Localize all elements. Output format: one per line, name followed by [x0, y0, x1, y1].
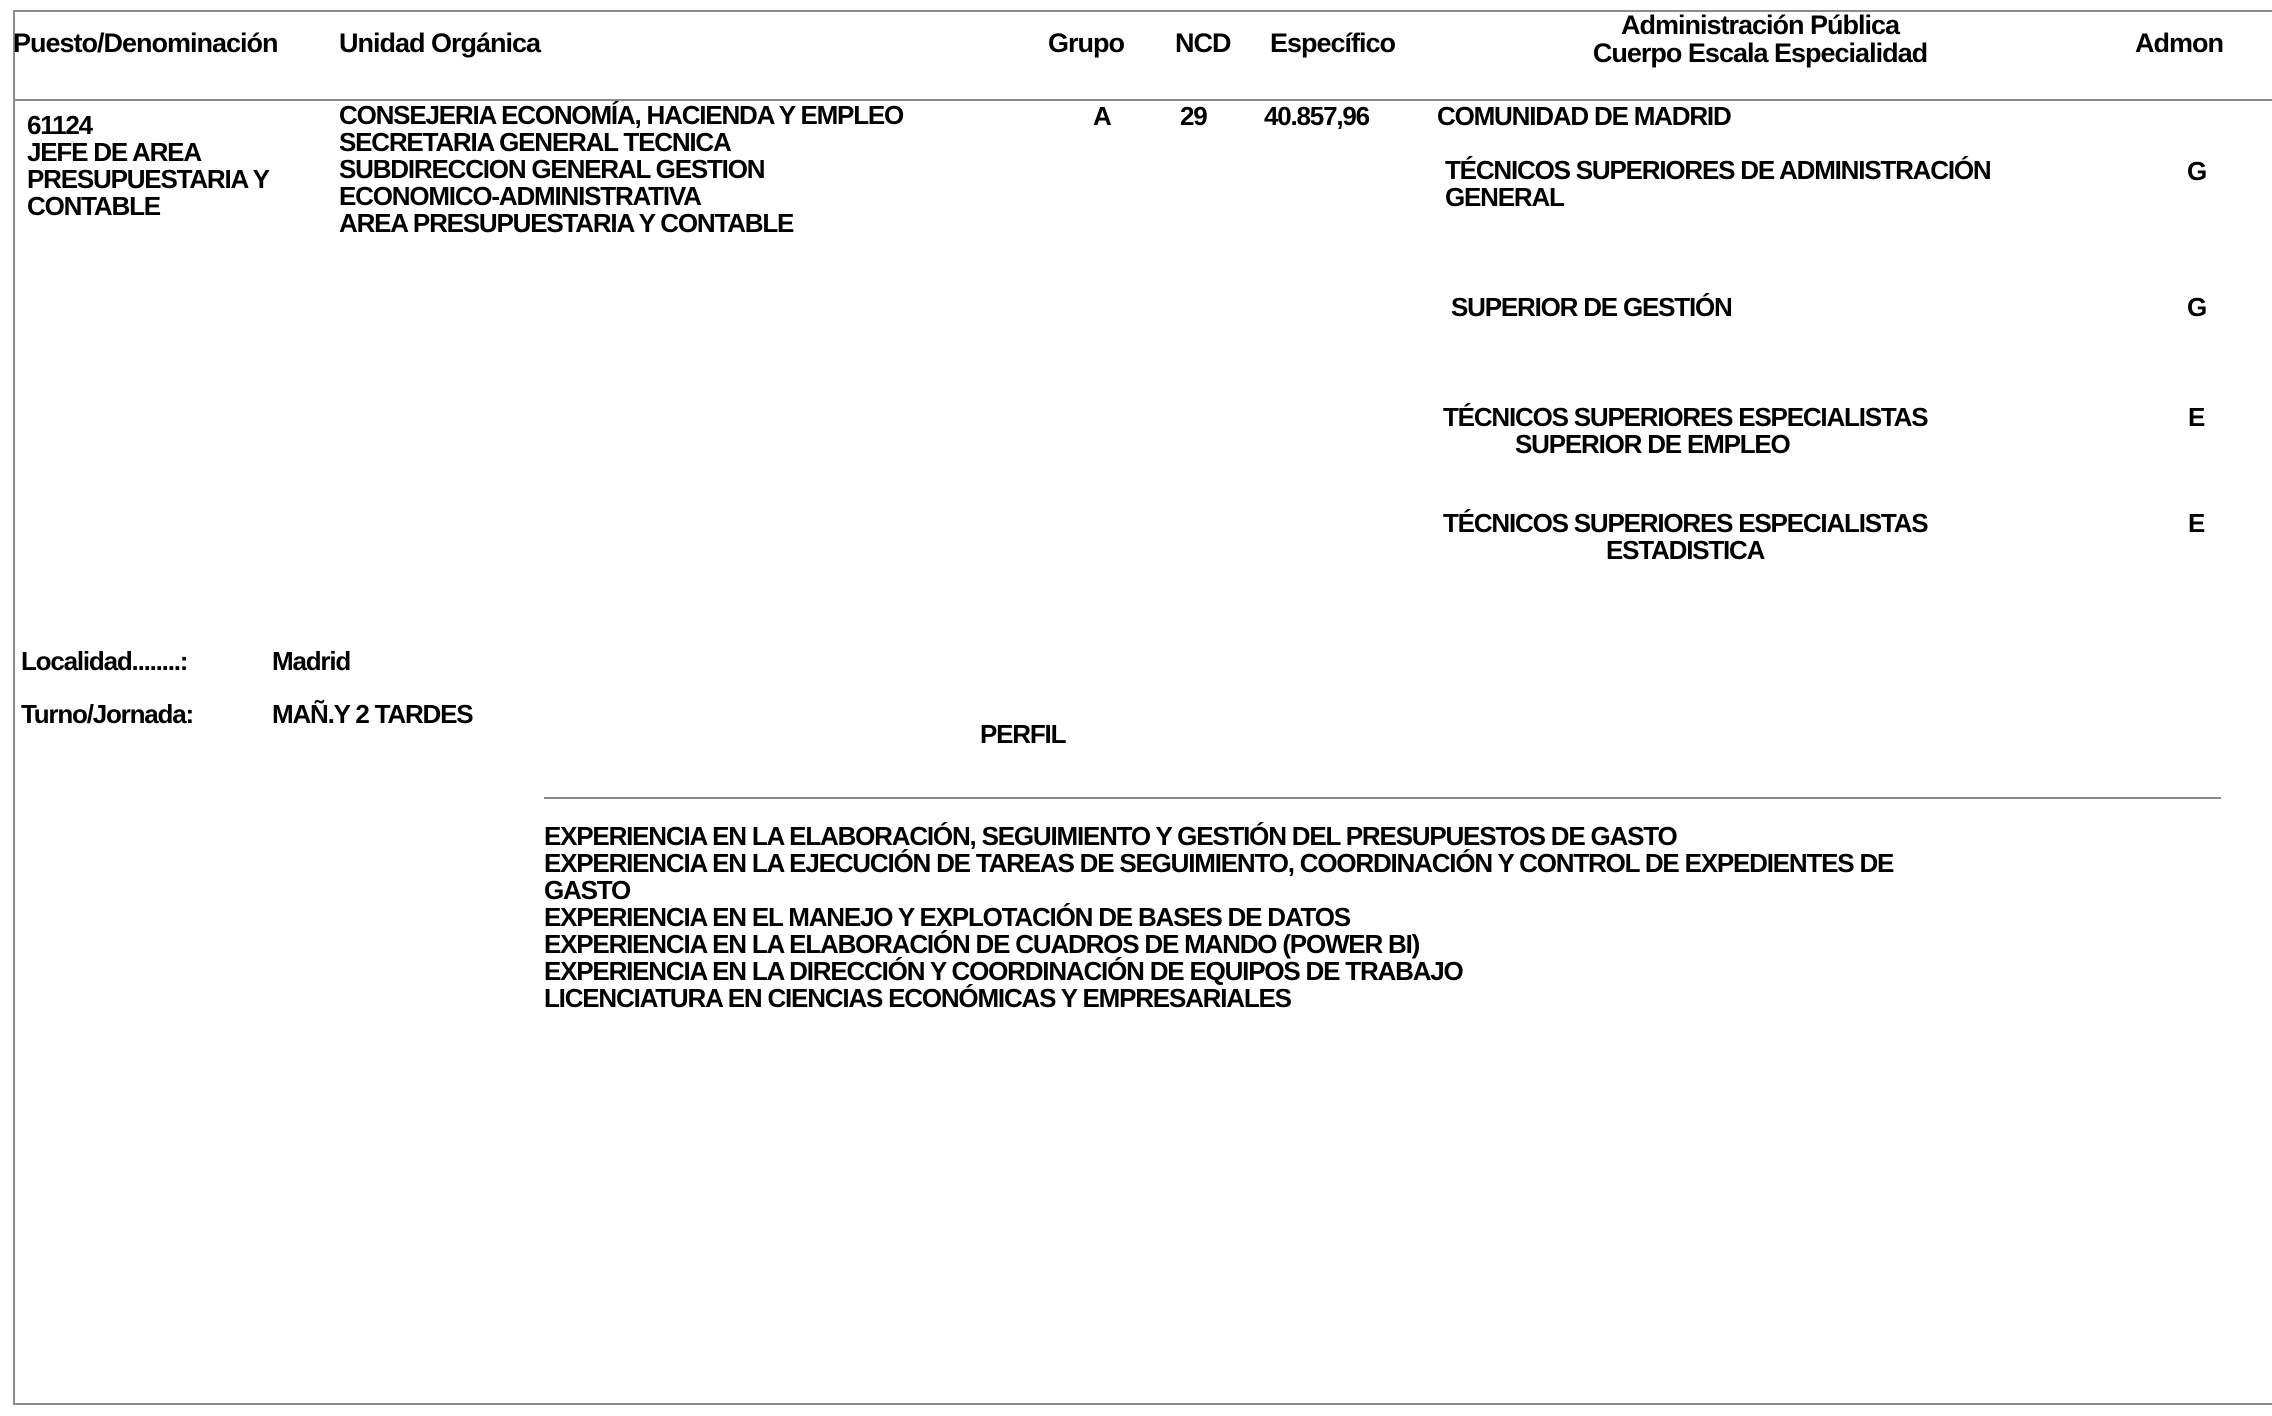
- admon-3: E: [2188, 402, 2205, 432]
- cuerpo-3: TÉCNICOS SUPERIORES ESPECIALISTAS: [1443, 402, 1928, 432]
- header-admin-line1: Administración Pública: [1620, 10, 1900, 40]
- unidad-line: CONSEJERIA ECONOMÍA, HACIENDA Y EMPLEO: [339, 100, 904, 130]
- perfil-line: EXPERIENCIA EN LA ELABORACIÓN DE CUADROS DE MANDO (POWER BI): [544, 929, 1420, 959]
- puesto-denominacion: [27, 139, 269, 220]
- turno-label: Turno/Jornada:: [21, 699, 193, 729]
- header-unidad: Unidad Orgánica: [339, 28, 541, 58]
- admon-4: E: [2188, 508, 2205, 538]
- turno-value: MAÑ.Y 2 TARDES: [272, 699, 473, 729]
- especifico-value: 40.857,96: [1264, 101, 1369, 131]
- admon-2: G: [2187, 292, 2207, 322]
- cuerpo-line: GENERAL: [1445, 182, 1564, 212]
- header-admon: Admon: [2135, 28, 2223, 58]
- localidad-value: Madrid: [272, 646, 351, 676]
- administracion-value: COMUNIDAD DE MADRID: [1437, 101, 1731, 131]
- perfil-line: EXPERIENCIA EN LA EJECUCIÓN DE TAREAS DE SEGUIMIENTO, COORDINACIÓN Y CONTROL DE EXPEDIENTES DE: [544, 848, 1894, 878]
- perfil-line: GASTO: [544, 875, 630, 905]
- cuerpo-2: SUPERIOR DE GESTIÓN: [1451, 292, 1732, 322]
- perfil-title: PERFIL: [980, 719, 1066, 749]
- perfil-line: EXPERIENCIA EN LA ELABORACIÓN, SEGUIMIENTO Y GESTIÓN DEL PRESUPUESTOS DE GASTO: [544, 821, 1677, 851]
- localidad-label: Localidad........:: [21, 646, 188, 676]
- denominacion-line: CONTABLE: [27, 191, 160, 221]
- cuerpo-line: TÉCNICOS SUPERIORES DE ADMINISTRACIÓN: [1445, 155, 1991, 185]
- header-ncd: NCD: [1175, 28, 1231, 58]
- header-especifico: Específico: [1270, 28, 1396, 58]
- ncd-value: 29: [1180, 101, 1207, 131]
- perfil-line: LICENCIATURA EN CIENCIAS ECONÓMICAS Y EMPRESARIALES: [544, 983, 1291, 1013]
- denominacion-line: PRESUPUESTARIA Y: [27, 164, 269, 194]
- header-admin-line2: Cuerpo Escala Especialidad: [1592, 38, 1928, 68]
- perfil-divider: [544, 797, 2221, 799]
- cuerpo-4: TÉCNICOS SUPERIORES ESPECIALISTAS: [1443, 508, 1928, 538]
- unidad-line: AREA PRESUPUESTARIA Y CONTABLE: [339, 208, 794, 238]
- admon-1: G: [2187, 156, 2207, 186]
- header-grupo: Grupo: [1048, 28, 1124, 58]
- unidad-line: SUBDIRECCION GENERAL GESTION: [339, 154, 765, 184]
- denominacion-line: JEFE DE AREA: [27, 137, 201, 167]
- unidad-organica: [339, 102, 903, 237]
- cuerpo-4-esp: ESTADISTICA: [1606, 535, 1765, 565]
- perfil-line: EXPERIENCIA EN EL MANEJO Y EXPLOTACIÓN DE BASES DE DATOS: [544, 902, 1350, 932]
- unidad-line: ECONOMICO-ADMINISTRATIVA: [339, 181, 701, 211]
- cuerpo-1: [1445, 157, 1990, 211]
- puesto-codigo: 61124: [27, 110, 92, 140]
- perfil-requisitos: [544, 823, 1893, 1012]
- header-puesto: Puesto/Denominación: [13, 28, 278, 58]
- cuerpo-3-esp: SUPERIOR DE EMPLEO: [1515, 429, 1790, 459]
- grupo-value: A: [1093, 101, 1111, 131]
- unidad-line: SECRETARIA GENERAL TECNICA: [339, 127, 731, 157]
- perfil-line: EXPERIENCIA EN LA DIRECCIÓN Y COORDINACIÓN DE EQUIPOS DE TRABAJO: [544, 956, 1463, 986]
